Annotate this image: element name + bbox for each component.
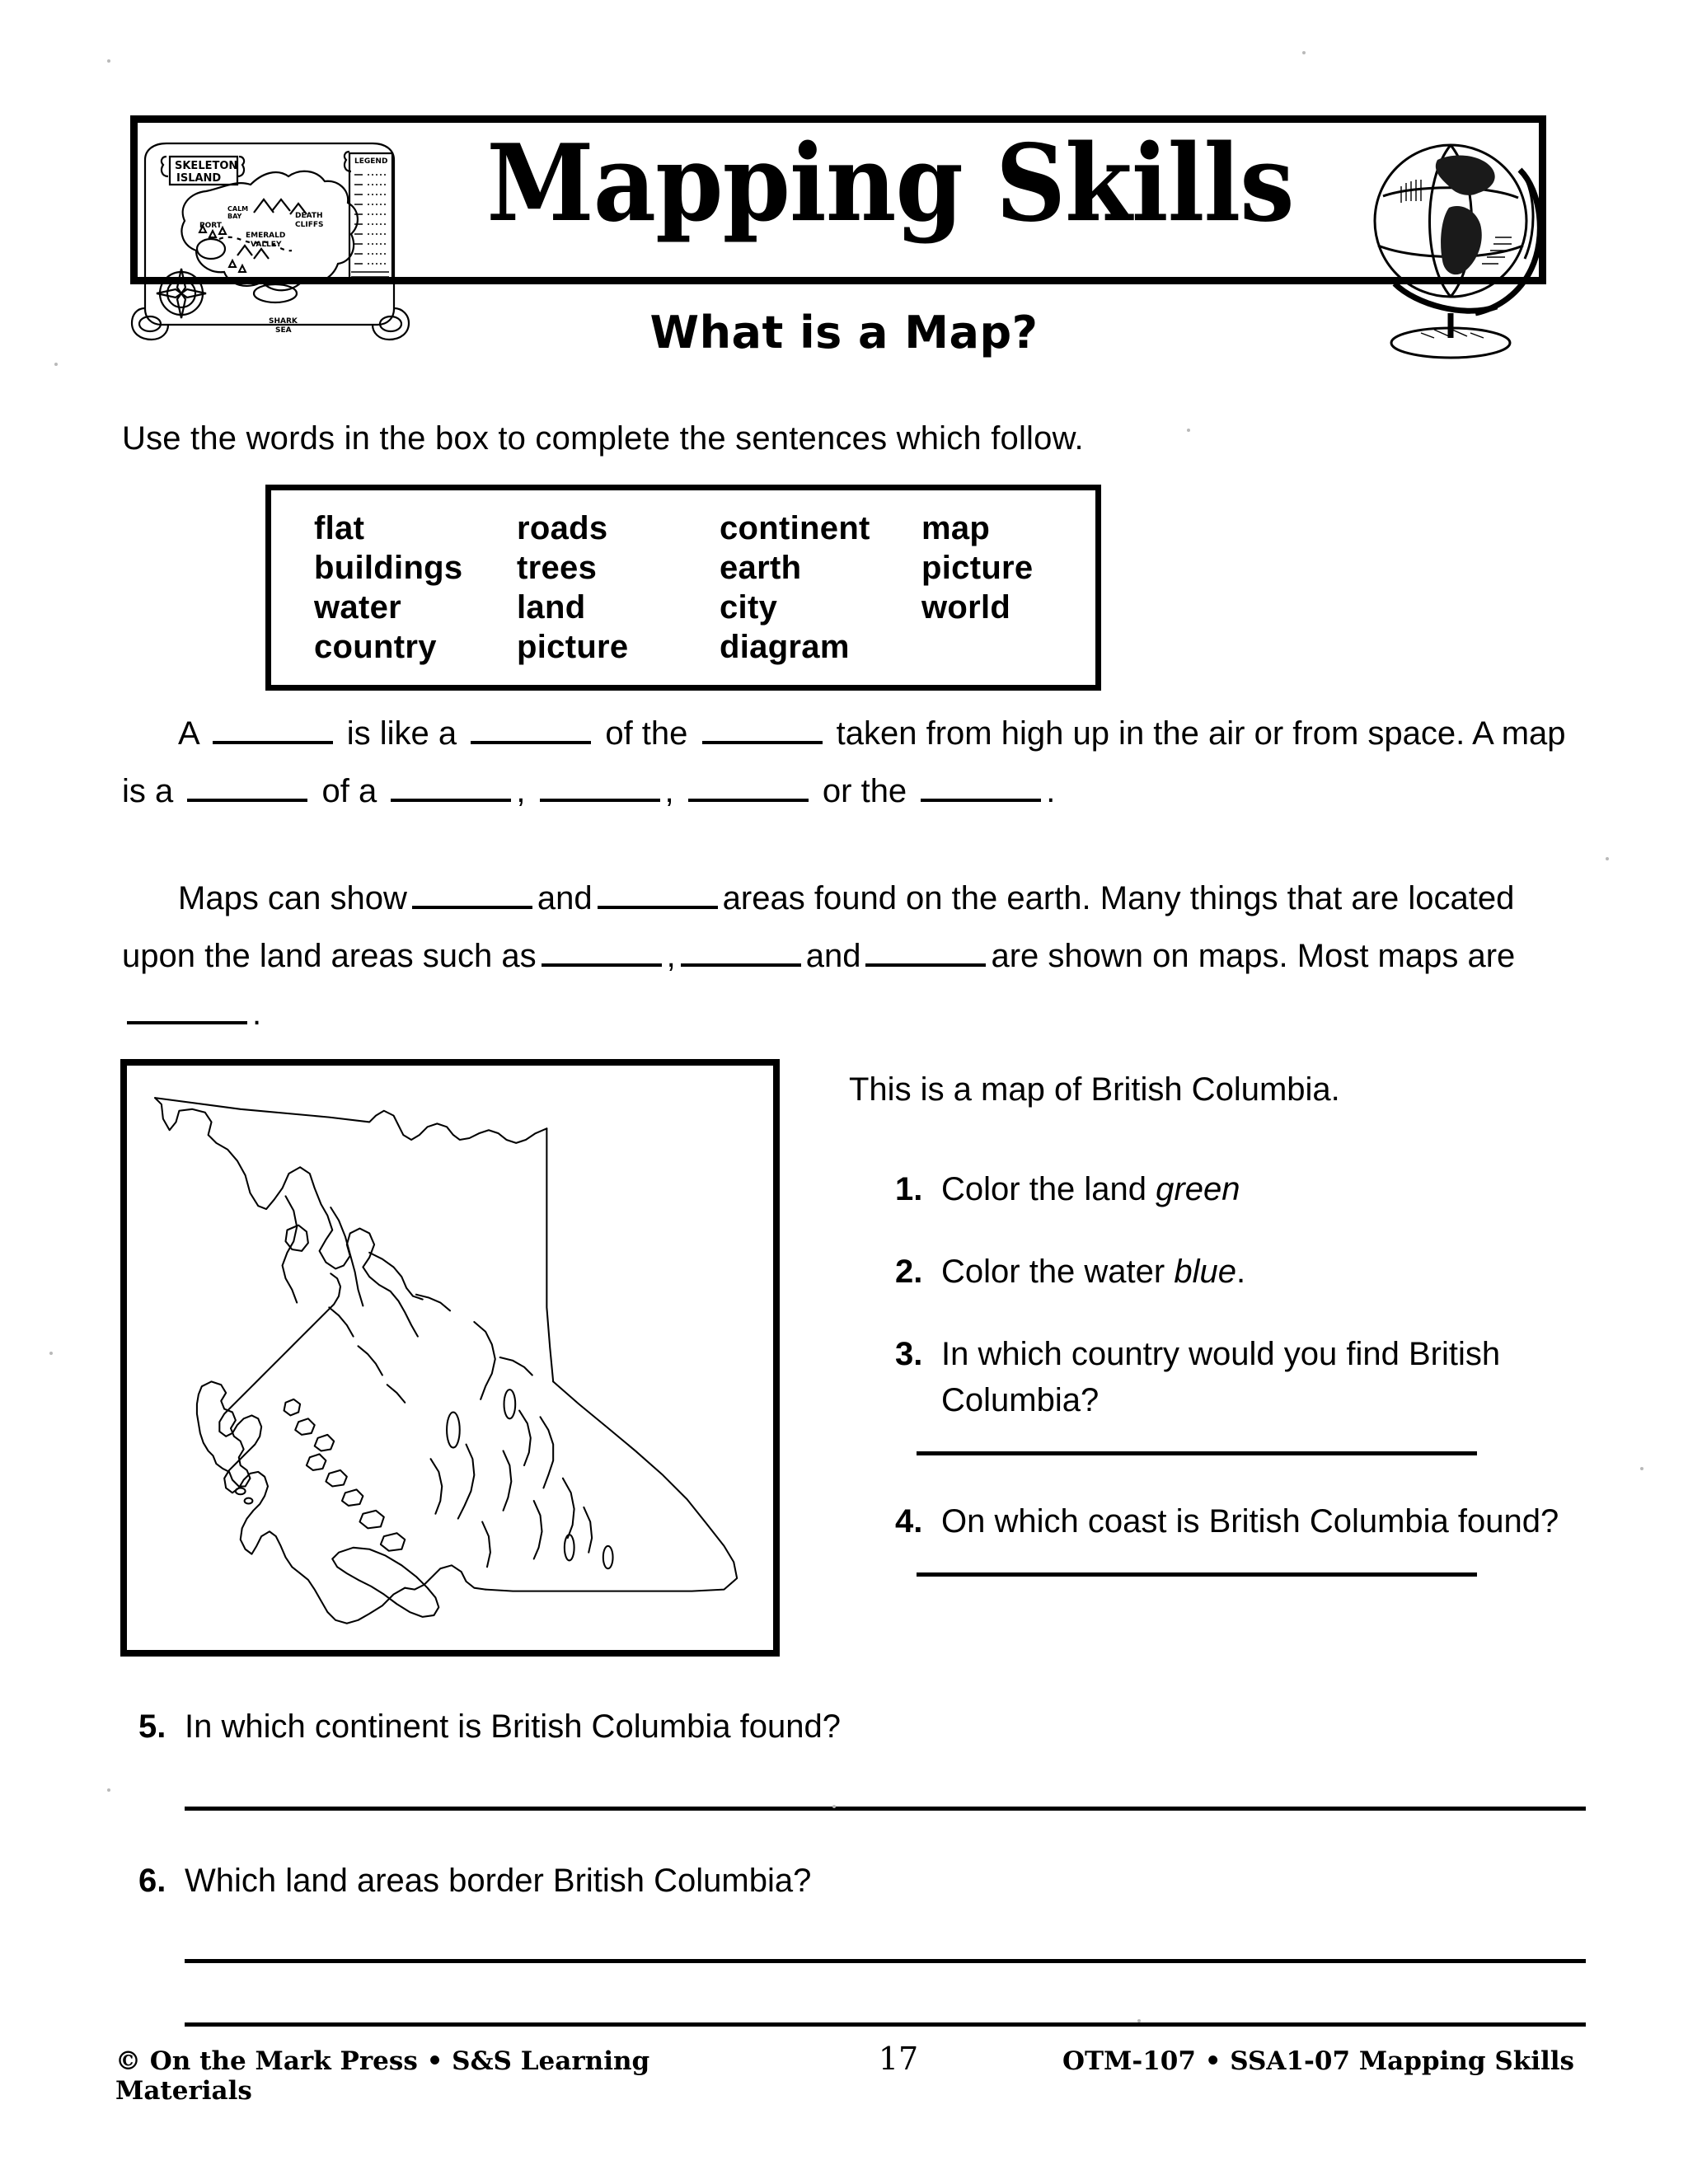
scan-speck [1137,2019,1141,2022]
blank-line[interactable] [127,987,247,1024]
question-number: 3. [895,1336,923,1372]
blank-line[interactable] [412,871,532,909]
footer-product-code: OTM-107 • SSA1-07 Mapping Skills [1062,2046,1574,2076]
blank-line[interactable] [471,706,591,744]
answer-line[interactable] [917,1572,1477,1577]
p1-text-h: or the [813,773,917,809]
p2-text-b: and [537,880,593,916]
fill-in-paragraph-1 [122,705,1581,820]
word-bank-item: picture [517,629,629,665]
word-bank-item: buildings [314,550,463,586]
blank-line[interactable] [865,929,986,967]
page-number: 17 [878,2041,919,2077]
question-heading [138,1858,1589,1903]
question-number: 2. [895,1254,923,1290]
question-number: 6. [138,1863,166,1899]
word-bank-row [314,627,1095,667]
p1-text-d: taken from high up in the air or from space. A map is a [122,715,1566,809]
question-number: 1. [895,1171,923,1207]
question-item-2 [849,1249,1591,1295]
p1-text-g: , [664,773,683,809]
word-bank-item: continent [720,510,870,546]
word-bank-item: earth [720,550,802,586]
p2-text-g: are shown on maps. Most maps are [991,938,1516,974]
word-bank-item: trees [517,550,598,586]
p1-text-b: is like a [337,715,467,752]
word-bank-item: roads [517,510,608,546]
question-text-body: Color the water [941,1254,1175,1290]
question-item-6 [138,1858,1589,2027]
question-text [941,1166,1591,1212]
blank-line[interactable] [688,764,809,802]
blank-line[interactable] [598,871,718,909]
svg-text:PORT: PORT [199,222,222,230]
scan-speck [1302,51,1306,54]
page-subtitle: What is a Map? [649,307,1039,359]
question-emphasis: green [1156,1171,1240,1207]
word-bank-box [265,485,1101,691]
blank-line[interactable] [187,764,307,802]
scan-speck [107,59,110,63]
question-text [941,1249,1591,1295]
svg-text:LEGEND: LEGEND [354,157,388,166]
p1-text-e: of a [312,773,387,809]
p2-text-a: Maps can show [178,880,407,916]
question-item-5 [138,1704,1589,1811]
answer-line[interactable] [185,1807,1586,1811]
word-bank-row [314,548,1095,588]
question-number: 4. [895,1503,923,1540]
blank-line[interactable] [391,764,511,802]
svg-text:SHARK: SHARK [269,317,298,326]
svg-text:VALLEY: VALLEY [251,241,282,249]
blank-line[interactable] [921,764,1041,802]
scan-speck [107,1788,110,1792]
blank-line[interactable] [702,706,823,744]
svg-text:SKELETON: SKELETON [175,160,238,172]
svg-text:CLIFFS: CLIFFS [295,221,324,229]
question-item-3 [849,1331,1591,1423]
p2-text-h: . [252,996,262,1032]
svg-text:CALM: CALM [227,205,249,213]
page-title: Mapping Skills [486,122,1294,246]
question-text: On which coast is British Columbia found? [941,1503,1559,1540]
blank-line[interactable] [213,706,333,744]
blank-line[interactable] [540,764,660,802]
word-bank-item: world [921,589,1011,626]
page-footer [115,2041,1574,2106]
word-bank-row [314,509,1095,548]
p2-text-c: areas found on the earth. [722,880,1091,916]
question-text: Which land areas border British Columbia? [185,1863,812,1899]
svg-text:EMERALD: EMERALD [246,232,286,240]
answer-line[interactable] [185,1959,1586,1963]
question-heading [138,1704,1589,1749]
question-number: 5. [138,1708,166,1745]
answer-line[interactable] [185,2022,1586,2027]
word-bank-item: map [921,510,991,546]
british-columbia-map [120,1059,780,1657]
scan-speck [832,1805,836,1808]
answer-line[interactable] [917,1451,1477,1455]
question-text: In which continent is British Columbia found? [185,1708,841,1745]
word-bank-item: country [314,629,437,665]
p1-text-c: of the [596,715,697,752]
map-caption: This is a map of British Columbia. [849,1071,1340,1108]
footer-copyright: © On the Mark Press • S&S Learning Materials [115,2046,650,2106]
svg-text:BAY: BAY [227,213,242,220]
word-bank-item: land [517,589,586,626]
p1-text-a: A [178,715,208,752]
p2-text-e: , [666,938,676,974]
fill-in-paragraph-2 [122,869,1581,1043]
question-text-tail: . [1236,1254,1246,1290]
p2-text-f: and [805,938,861,974]
word-bank-item: picture [921,550,1034,586]
p1-text-i: . [1046,773,1056,809]
svg-text:DEATH: DEATH [295,212,323,220]
instruction-text: Use the words in the box to complete the sentences which follow. [122,420,1084,457]
word-bank-item: water [314,589,401,626]
word-bank-row [314,588,1095,627]
p2-text-d: Many things that are located upon the land areas such as [122,880,1515,974]
p1-text-f: , [516,773,535,809]
word-bank-item: city [720,589,778,626]
scan-speck [1606,857,1609,860]
question-item-4 [849,1498,1591,1544]
blank-line[interactable] [542,929,662,967]
word-bank-item: flat [314,510,365,546]
svg-text:ISLAND: ISLAND [176,172,222,185]
svg-text:SEA: SEA [275,326,292,335]
scan-speck [1640,1467,1643,1470]
question-item-1 [849,1166,1591,1212]
question-text: In which country would you find British Columbia? [941,1336,1501,1418]
map-question-column [849,1067,1591,1619]
question-emphasis: blue [1174,1254,1236,1290]
scan-speck [1187,429,1190,432]
question-text-body: Color the land [941,1171,1156,1207]
scan-speck [54,363,58,366]
word-bank-item: diagram [720,629,850,665]
page-header [0,0,1688,387]
scan-speck [49,1352,53,1355]
blank-line[interactable] [681,929,801,967]
